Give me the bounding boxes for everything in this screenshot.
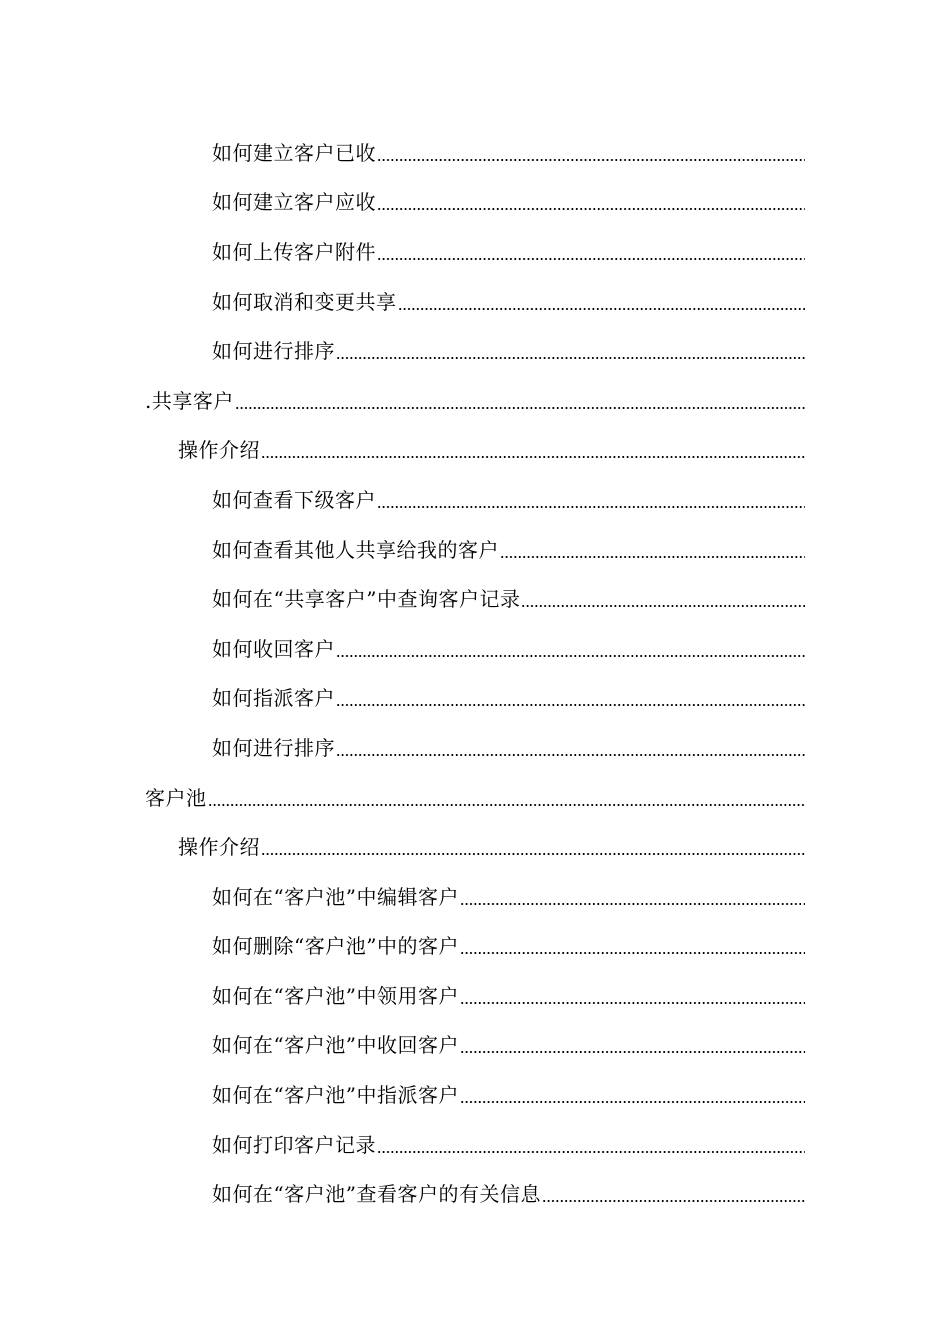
toc-entry-text: 操作介绍: [178, 438, 260, 463]
toc-dot-leader: [377, 1133, 805, 1157]
toc-entry-text: 如何进行排序: [212, 339, 335, 364]
toc-dot-leader: [521, 587, 805, 611]
toc-dot-leader: [336, 339, 805, 363]
toc-entry-text: 客户池: [145, 785, 207, 810]
toc-dot-leader: [377, 240, 805, 264]
toc-entry[interactable]: [0, 475, 950, 525]
toc-entry[interactable]: [0, 277, 950, 327]
toc-dot-leader: [542, 1182, 805, 1206]
toc-dot-leader: [261, 438, 805, 462]
toc-entry-text: 如何上传客户附件: [212, 239, 376, 264]
toc-entry-text: 如何指派客户: [212, 686, 335, 711]
toc-dot-leader: [261, 835, 805, 859]
toc-entry[interactable]: [0, 426, 950, 476]
toc-dot-leader: [336, 736, 805, 760]
toc-entry-text: 如何在“客户池”查看客户的有关信息: [212, 1182, 541, 1207]
toc-entry-text: 如何收回客户: [212, 636, 335, 661]
toc-entry-text: 如何删除“客户池”中的客户: [212, 934, 459, 959]
toc-dot-leader: [336, 637, 805, 661]
toc-dot-leader: [500, 538, 805, 562]
toc-dot-leader: [377, 141, 805, 165]
toc-entry[interactable]: [0, 674, 950, 724]
toc-entry[interactable]: [0, 872, 950, 922]
toc-entry-text: 如何建立客户应收: [212, 190, 376, 215]
toc-dot-leader: [460, 1033, 805, 1057]
toc-entry[interactable]: [0, 773, 950, 823]
toc-dot-leader: [336, 686, 805, 710]
toc-entry[interactable]: [0, 971, 950, 1021]
toc-entry[interactable]: [0, 822, 950, 872]
toc-entry[interactable]: [0, 574, 950, 624]
toc-entry[interactable]: [0, 227, 950, 277]
toc-entry[interactable]: [0, 326, 950, 376]
toc-dot-leader: [460, 885, 805, 909]
toc-dot-leader: [460, 1083, 805, 1107]
toc-entry-text: 如何建立客户已收: [212, 140, 376, 165]
toc-entry-text: 如何在“客户池”中编辑客户: [212, 884, 459, 909]
toc-entry-text: 操作介绍: [178, 835, 260, 860]
toc-entry[interactable]: [0, 128, 950, 178]
toc-entry[interactable]: [0, 1070, 950, 1120]
toc-entry-text: 如何查看下级客户: [212, 487, 376, 512]
toc-entry-text: .共享客户: [145, 388, 234, 413]
toc-entry[interactable]: [0, 178, 950, 228]
toc-entry-text: 如何在“共享客户”中查询客户记录: [212, 587, 521, 612]
toc-dot-leader: [460, 984, 805, 1008]
toc-entry-text: 如何查看其他人共享给我的客户: [212, 537, 499, 562]
toc-entry-text: 如何在“客户池”中领用客户: [212, 983, 459, 1008]
toc-entry[interactable]: [0, 1169, 950, 1219]
toc-dot-leader: [208, 786, 806, 810]
toc-dot-leader: [377, 190, 805, 214]
toc-entry[interactable]: [0, 922, 950, 972]
toc-entry-text: 如何进行排序: [212, 735, 335, 760]
toc-entry[interactable]: [0, 1120, 950, 1170]
toc-entry-text: 如何取消和变更共享: [212, 289, 397, 314]
toc-dot-leader: [235, 389, 805, 413]
toc-entry[interactable]: [0, 525, 950, 575]
toc-entry[interactable]: [0, 1021, 950, 1071]
toc-entry[interactable]: [0, 723, 950, 773]
toc-dot-leader: [377, 488, 805, 512]
table-of-contents: [0, 128, 950, 1219]
toc-dot-leader: [398, 290, 806, 314]
toc-entry-text: 如何在“客户池”中收回客户: [212, 1033, 459, 1058]
toc-entry-text: 如何在“客户池”中指派客户: [212, 1083, 459, 1108]
toc-entry-text: 如何打印客户记录: [212, 1132, 376, 1157]
toc-entry[interactable]: [0, 624, 950, 674]
toc-entry[interactable]: [0, 376, 950, 426]
toc-dot-leader: [460, 934, 805, 958]
